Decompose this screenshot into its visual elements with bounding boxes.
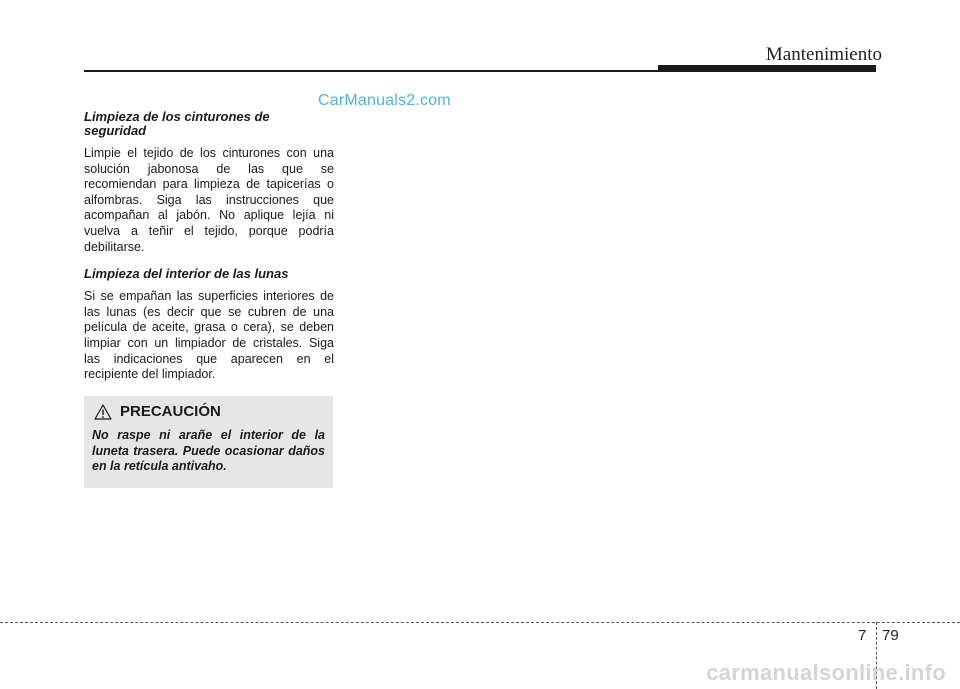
caution-text: No raspe ni arañe el interior de la luneta trasera. Puede ocasionar daños en la retícula antivaho. <box>92 428 325 474</box>
section-body-windows: Si se empañan las superficies interiores de las lunas (es decir que se cubren de una película de aceite, grasa o cera), se deben limpiar con un limpiador de cristales. Siga las indicaciones que aparecen en el recipiente del limpiador. <box>84 289 334 382</box>
section-heading-seatbelts: Limpieza de los cinturones de seguridad <box>84 109 270 138</box>
footer-rule <box>0 622 960 623</box>
watermark-top: CarManuals2.com <box>318 92 451 109</box>
page-number: 79 <box>882 627 899 644</box>
section-heading-windows: Limpieza del interior de las lunas <box>84 266 289 282</box>
caution-header <box>92 404 221 420</box>
chapter-number: 7 <box>858 627 867 644</box>
text-column <box>84 110 334 383</box>
warning-triangle-icon <box>94 404 112 420</box>
header-rule-accent <box>658 65 876 72</box>
caution-title: PRECAUCIÓN <box>120 403 221 420</box>
section-body-seatbelts: Limpie el tejido de los cinturones con una solución jabonosa de las que se recomiendan para limpieza de tapicerías o alfombras. Siga las instrucciones que acompañan al jabón. No aplique lejía ni vuelva a teñir el tejido, porque podría debilitarse. <box>84 146 334 254</box>
watermark-bottom: carmanualsonline.info <box>706 660 946 685</box>
caution-box <box>84 396 333 488</box>
section-title: Mantenimiento <box>765 44 882 65</box>
header-rule <box>84 70 660 72</box>
